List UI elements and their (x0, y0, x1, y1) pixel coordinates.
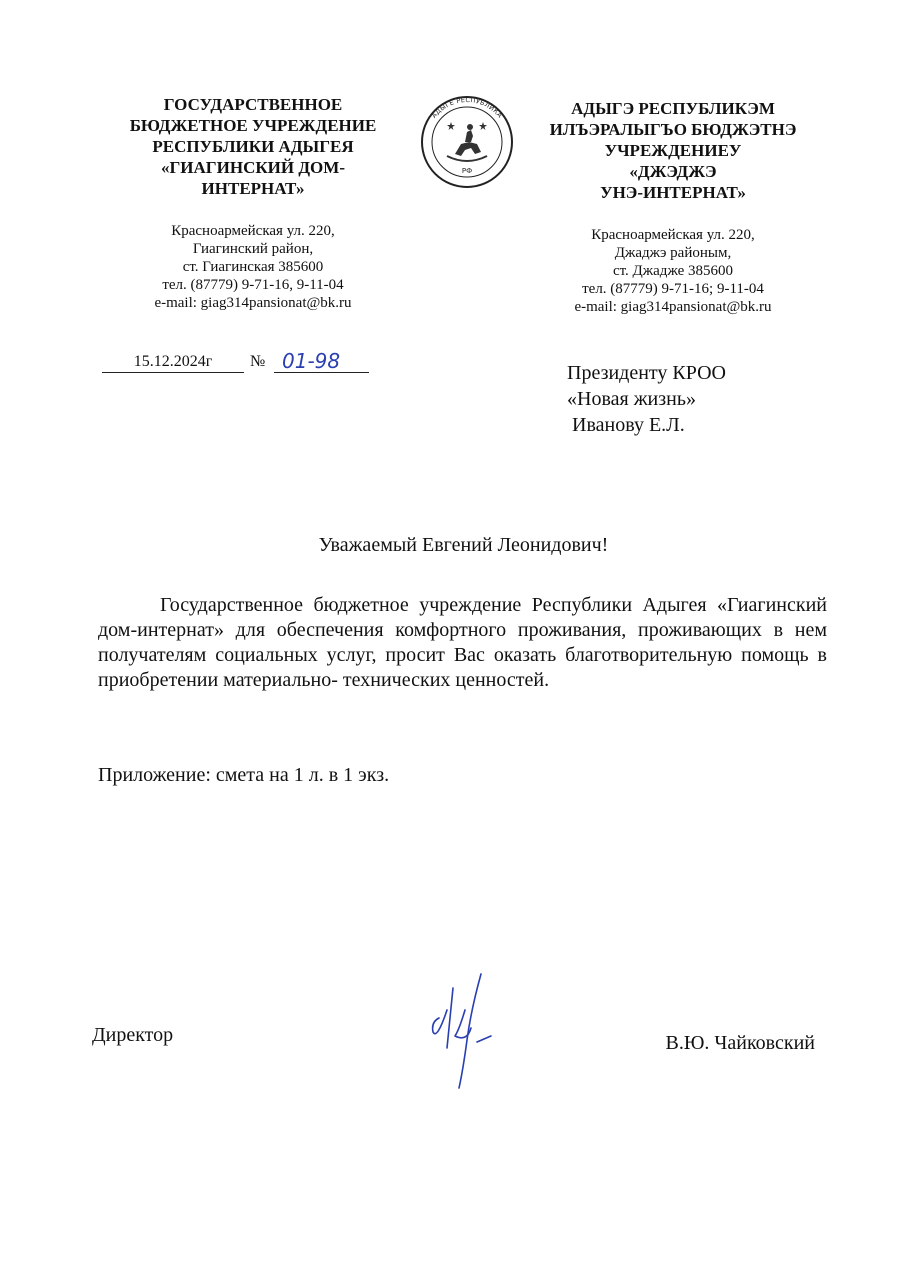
document-number: 01-98 (274, 350, 369, 373)
left-org-line: РЕСПУБЛИКИ АДЫГЕЯ (152, 137, 354, 156)
recipient-line: «Новая жизнь» (567, 388, 696, 410)
left-address-line: Гиагинский район, (192, 241, 314, 257)
right-org-line: «ДЖЭДЖЭ (629, 162, 717, 181)
right-org-name (520, 98, 826, 203)
right-org-line: УЧРЕЖДЕНИЕУ (604, 141, 742, 160)
signatory-name: В.Ю. Чайковский (665, 1032, 815, 1054)
right-address-line: Красноармейская ул. 220, (591, 227, 755, 243)
svg-text:АДЫГЕ РЕСПУБЛИКА: АДЫГЕ РЕСПУБЛИКА (430, 96, 504, 120)
left-org-line: ГОСУДАРСТВЕННОЕ (163, 95, 343, 114)
right-address-line: Джаджэ районым, (614, 245, 732, 261)
document-number-label: № (250, 353, 266, 370)
svg-text:РФ: РФ (461, 167, 473, 175)
right-address-line: e-mail: giag314pansionat@bk.ru (574, 299, 772, 315)
handwritten-signature (427, 970, 507, 1095)
right-org-line: АДЫГЭ РЕСПУБЛИКЭМ (571, 99, 775, 118)
left-address-line: ст. Гиагинская 385600 (182, 259, 324, 275)
left-org-name (100, 94, 406, 199)
recipient-line: Иванову Е.Л. (567, 414, 685, 436)
left-org-line: «ГИАГИНСКИЙ ДОМ- (160, 158, 345, 177)
body-paragraph: Государственное бюджетное учреждение Республики Адыгея «Гиагинский дом-интернат» для обеспечения комфортного проживания, проживающих в нем получателям социальных услуг, просит Вас оказать благотворительную помощь в приобретении материально- технических ценностей. (98, 594, 827, 691)
left-org-line: ИНТЕРНАТ» (201, 179, 305, 198)
right-org-line: ИЛЪЭРАЛЫГЪО БЮДЖЭТНЭ (549, 120, 797, 139)
attachment-note: Приложение: смета на 1 л. в 1 экз. (98, 764, 390, 786)
salutation: Уважаемый Евгений Леонидович! (318, 534, 609, 556)
document-date: 15.12.2024г (102, 352, 244, 373)
recipient-block (567, 360, 827, 438)
left-org-line: БЮДЖЕТНОЕ УЧРЕЖДЕНИЕ (129, 116, 377, 135)
left-address (100, 222, 406, 312)
left-address-line: e-mail: giag314pansionat@bk.ru (154, 295, 352, 311)
left-address-line: Красноармейская ул. 220, (171, 223, 335, 239)
right-address-line: тел. (87779) 9-71-16; 9-11-04 (582, 281, 764, 297)
signatory-position: Директор (92, 1024, 174, 1046)
left-address-line: тел. (87779) 9-71-16, 9-11-04 (162, 277, 344, 293)
right-org-line: УНЭ-ИНТЕРНАТ» (600, 183, 746, 202)
right-address-line: ст. Джадже 385600 (612, 263, 734, 279)
recipient-line: Президенту КРОО (567, 362, 726, 384)
emblem-icon (417, 96, 518, 188)
right-address (520, 226, 826, 316)
